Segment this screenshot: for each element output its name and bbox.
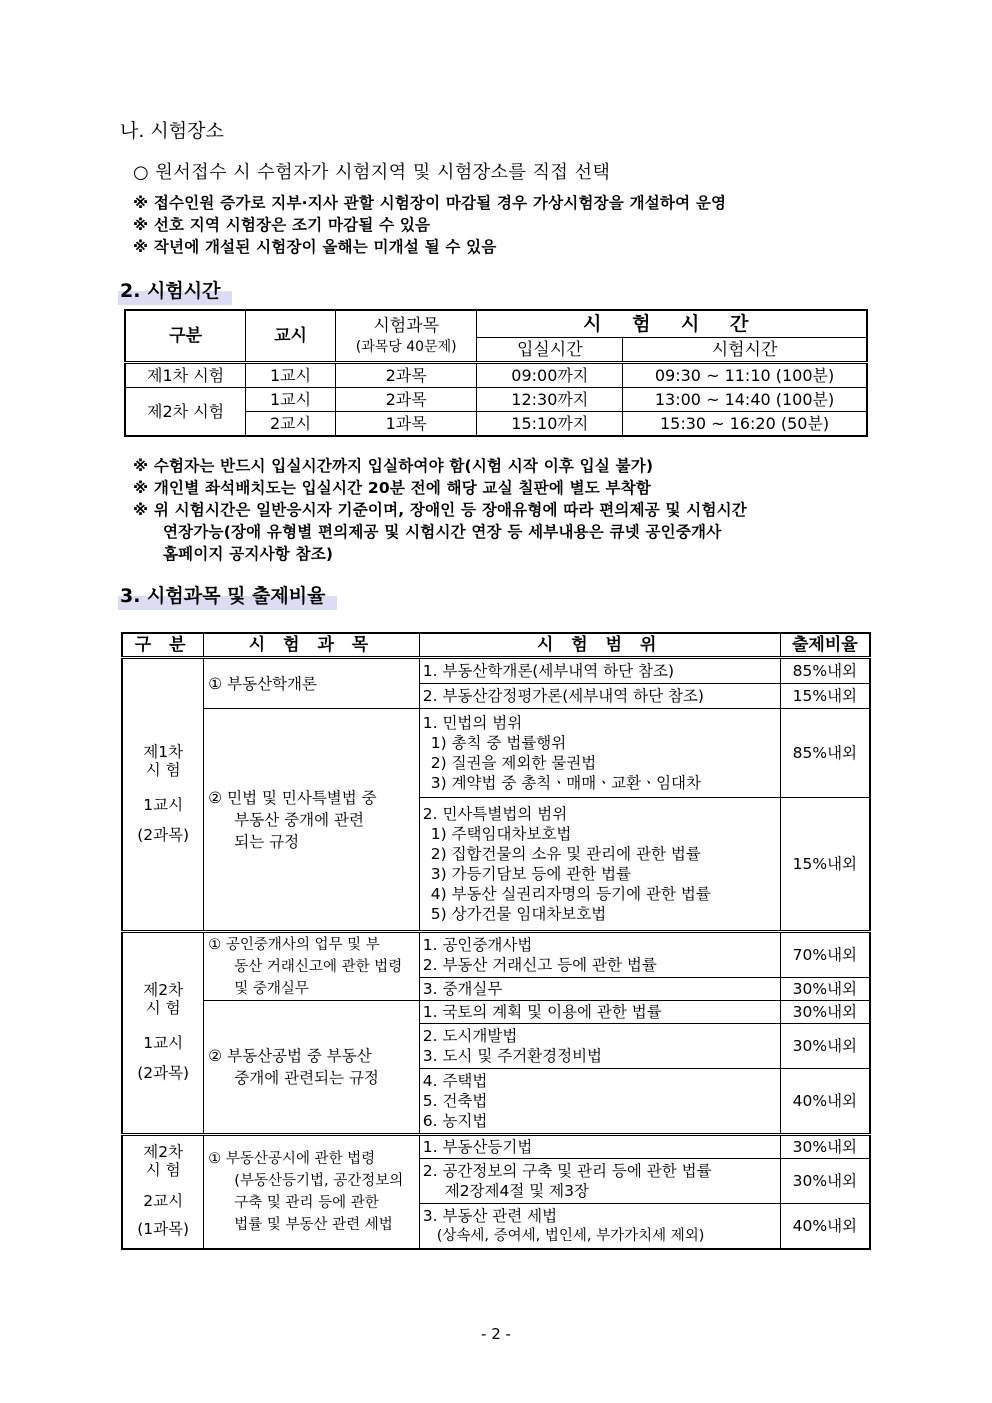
header-category: 구분 (125, 310, 246, 363)
range-line: 2) 집합건물의 소유 및 관리에 관한 법률 (430, 845, 701, 863)
g2-subject-1 (204, 932, 419, 1001)
cat-line: 제1차 (143, 742, 184, 761)
subject-line: 부동산 중개에 관련 (234, 810, 364, 829)
subject-line: 되는 규정 (234, 832, 300, 851)
cat-line: 시 험 (145, 760, 181, 779)
range-line: 5. 건축법 (422, 1092, 488, 1110)
header-ratio: 출제비율 (780, 633, 870, 658)
range-line: 1. 공인중개사법 (422, 936, 533, 954)
subject-line: ① 부동산공시에 관한 법령 (208, 1151, 376, 1167)
row3-period: 2교시 (246, 412, 336, 437)
header-subject (335, 310, 477, 363)
cat-line: 1교시 (143, 1034, 184, 1052)
group3-category (122, 1135, 204, 1250)
cat-line: 1교시 (143, 795, 184, 814)
note-item: ※ 위 시험시간은 일반응시자 기준이며, 장애인 등 장애유형에 따라 편의제공 및 시험시간 (133, 501, 747, 519)
range-line: 2. 공간정보의 구축 및 관리 등에 관한 법률 (422, 1162, 712, 1180)
range-line: 1) 총칙 중 법률행위 (430, 734, 567, 752)
range-line: 2. 도시개발법 (422, 1027, 518, 1045)
note-item: ※ 작년에 개설된 시험장이 올해는 미개설 될 수 있음 (133, 238, 497, 256)
row1-subject: 2과목 (335, 363, 477, 388)
range-line: 1) 주택임대차보호법 (430, 825, 572, 843)
g3-s1-ratio-2: 30%내외 (780, 1159, 870, 1204)
header-subject-label: 시험과목 (373, 316, 440, 336)
cat-line: 2교시 (143, 1192, 184, 1210)
row3-exam: 15:30 ~ 16:20 (50분) (623, 412, 867, 437)
g1-subject-1: ① 부동산학개론 (204, 658, 419, 709)
header-exam: 시험시간 (623, 338, 867, 363)
header-range: 시 험 범 위 (419, 633, 780, 658)
g1-s1-ratio-1: 85%내외 (780, 658, 870, 684)
g2-s1-range-2: 3. 중개실무 (419, 978, 780, 1001)
g2-subject-2 (204, 1001, 419, 1135)
row2-category: 제2차 시험 (125, 388, 246, 437)
range-line: 6. 농지법 (422, 1112, 488, 1130)
cat-line: (1과목) (137, 1220, 190, 1238)
range-line: 1. 민법의 범위 (422, 714, 523, 732)
note-item-continued: 연장가능(장애 유형별 편의제공 및 시험시간 연장 등 세부내용은 큐넷 공인중개사 (163, 523, 722, 541)
g3-subject-1 (204, 1135, 419, 1250)
group2-category (122, 932, 204, 1135)
row3-subject: 1과목 (335, 412, 477, 437)
location-bullet: ○ 원서접수 시 수험자가 시험지역 및 시험장소를 직접 선택 (133, 162, 611, 183)
section-heading-time: 2. 시험시간 (118, 274, 232, 305)
cat-line: 제2차 (143, 981, 184, 999)
section-title-location: 나. 시험장소 (120, 120, 224, 142)
g2-s2-ratio-1: 30%내외 (780, 1001, 870, 1024)
cat-line: 시 험 (145, 999, 181, 1017)
g2-s1-ratio-1: 70%내외 (780, 932, 870, 978)
subject-line: 구축 및 관리 등에 관한 (234, 1195, 379, 1211)
range-line: 4) 부동산 실권리자명의 등기에 관한 법률 (430, 885, 711, 903)
g3-s1-range-3 (419, 1204, 780, 1250)
page-number: - 2 - (481, 1325, 511, 1343)
g2-s2-ratio-2: 30%내외 (780, 1024, 870, 1069)
row1-exam: 09:30 ~ 11:10 (100분) (623, 363, 867, 388)
range-line: 4. 주택법 (422, 1072, 488, 1090)
g2-s2-ratio-3: 40%내외 (780, 1069, 870, 1135)
header-subject-sub: (과목당 40문제) (355, 339, 457, 355)
cat-line: (2과목) (137, 825, 190, 844)
header-entry: 입실시간 (477, 338, 623, 363)
time-notes (133, 455, 873, 565)
subject-ratio-table (121, 632, 871, 1250)
note-item: ※ 수험자는 반드시 입실시간까지 입실하여야 함(시험 시작 이후 입실 불가) (133, 457, 654, 475)
row1-category: 제1차 시험 (125, 363, 246, 388)
g1-s1-ratio-2: 15%내외 (780, 684, 870, 709)
section-heading-subjects: 3. 시험과목 및 출제비율 (118, 579, 337, 610)
exam-time-table (124, 309, 868, 437)
subject-line: ② 부동산공법 중 부동산 (208, 1047, 372, 1065)
g1-subject-2 (204, 709, 419, 932)
range-line: 3. 부동산 관련 세법 (422, 1207, 558, 1225)
note-item: ※ 개인별 좌석배치도는 입실시간 20분 전에 해당 교실 칠판에 별도 부착함 (133, 479, 652, 497)
row1-period: 1교시 (246, 363, 336, 388)
cat-line: 제2차 (143, 1143, 184, 1161)
row2-entry: 12:30까지 (477, 388, 623, 412)
subject-line: ① 공인중개사의 업무 및 부 (208, 936, 380, 953)
g1-s2-ratio-1: 85%내외 (780, 709, 870, 798)
location-notes (133, 192, 893, 258)
subject-line: 및 중개실무 (234, 980, 309, 997)
g1-s2-range-1 (419, 709, 780, 798)
row2-exam: 13:00 ~ 14:40 (100분) (623, 388, 867, 412)
g2-s1-ratio-2: 30%내외 (780, 978, 870, 1001)
note-item: ※ 선호 지역 시험장은 조기 마감될 수 있음 (133, 216, 431, 234)
g3-s1-ratio-3: 40%내외 (780, 1204, 870, 1250)
row3-entry: 15:10까지 (477, 412, 623, 437)
header-time: 시 험 시 간 (477, 310, 867, 338)
range-line: 3. 도시 및 주거환경정비법 (422, 1047, 603, 1065)
g2-s2-range-3 (419, 1069, 780, 1135)
row2-period: 1교시 (246, 388, 336, 412)
cat-line: (2과목) (137, 1064, 190, 1082)
subject-line: 동산 거래신고에 관한 법령 (234, 958, 403, 975)
range-line: 2) 질권을 제외한 물권법 (430, 754, 597, 772)
group1-category (122, 658, 204, 932)
g1-s1-range-2: 2. 부동산감정평가론(세부내역 하단 참조) (419, 684, 780, 709)
g2-s1-range-1 (419, 932, 780, 978)
g1-s1-range-1: 1. 부동산학개론(세부내역 하단 참조) (419, 658, 780, 684)
g3-s1-range-1: 1. 부동산등기법 (419, 1135, 780, 1159)
range-line: 3) 가등기담보 등에 관한 법률 (430, 865, 632, 883)
subject-line: 법률 및 부동산 관련 세법 (234, 1217, 393, 1233)
header-category: 구 분 (122, 633, 204, 658)
range-line: 3) 계약법 중 총칙ㆍ매매ㆍ교환ㆍ임대차 (430, 774, 701, 792)
row2-subject: 2과목 (335, 388, 477, 412)
range-line: (상속세, 증여세, 법인세, 부가가치세 제외) (436, 1228, 705, 1244)
range-line: 5) 상가건물 임대차보호법 (430, 905, 607, 923)
g1-s2-ratio-2: 15%내외 (780, 798, 870, 932)
g3-s1-ratio-1: 30%내외 (780, 1135, 870, 1159)
g2-s2-range-2 (419, 1024, 780, 1069)
note-item-continued: 홈페이지 공지사항 참조) (163, 545, 334, 563)
subject-line: 중개에 관련되는 규정 (234, 1069, 379, 1087)
header-subject: 시 험 과 목 (204, 633, 419, 658)
range-line: 2. 민사특별법의 범위 (422, 805, 568, 823)
row1-entry: 09:00까지 (477, 363, 623, 388)
g3-s1-range-2 (419, 1159, 780, 1204)
subject-line: ② 민법 및 민사특별법 중 (208, 788, 377, 807)
subject-line: (부동산등기법, 공간정보의 (234, 1173, 404, 1189)
note-item: ※ 접수인원 증가로 지부·지사 관할 시험장이 마감될 경우 가상시험장을 개설하여 운영 (133, 194, 727, 212)
g2-s2-range-1: 1. 국토의 계획 및 이용에 관한 법률 (419, 1001, 780, 1024)
cat-line: 시 험 (145, 1161, 181, 1179)
g1-s2-range-2 (419, 798, 780, 932)
header-period: 교시 (246, 310, 336, 363)
range-line: 제2장제4절 및 제3장 (444, 1182, 589, 1200)
range-line: 2. 부동산 거래신고 등에 관한 법률 (422, 956, 657, 974)
